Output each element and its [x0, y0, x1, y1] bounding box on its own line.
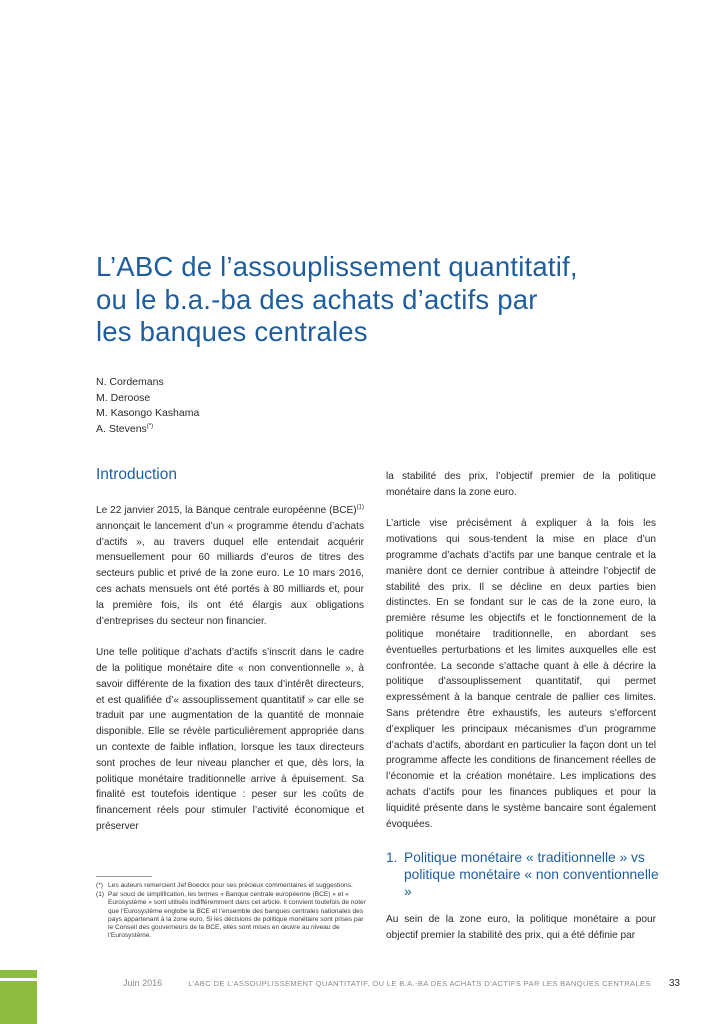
section-1-body — [386, 912, 656, 959]
green-accent-block — [0, 981, 37, 1024]
right-column — [386, 469, 656, 848]
running-head: L’ABC DE L’ASSOUPLISSEMENT QUANTITATIF, OU LE B.A.-BA DES ACHATS D’ACTIFS PAR LES BANQUES CENTRALES — [188, 978, 651, 988]
author: M. Kasongo Kashama — [96, 407, 200, 420]
footnote-text: Par souci de simplification, les termes « Banque centrale européenne (BCE) » et « Eurosystème » sont utilisés indifféremment dans cet article. Il convient toutefois de noter que l’Eurosystème englobe la BCE et l’ensemble des banques centrales nationales des pays appartenant à la zone euro. Si les décisions de politique monétaire sont prises par le Conseil des gouverneurs de la BCE, elles sont mises en œuvre au niveau de l’Eurosystème. — [108, 891, 366, 940]
page-number: 33 — [668, 977, 680, 989]
title-line-3: les banques centrales — [96, 316, 368, 347]
section-1-heading — [386, 849, 666, 900]
author: N. Cordemans — [96, 376, 164, 388]
footnote-1-marker[interactable]: (1) — [356, 504, 364, 511]
intro-p1-start: Le 22 janvier 2015, la Banque centrale européenne (BCE) — [96, 505, 357, 516]
intro-paragraph-1 — [96, 503, 364, 629]
author-with-note — [96, 422, 199, 438]
footnotes — [96, 882, 368, 941]
green-accent-strip — [0, 970, 37, 978]
issue-date: Juin 2016 — [123, 978, 163, 988]
section-number: 1. — [386, 850, 398, 865]
author-list — [96, 375, 199, 437]
intro-p1-end: annonçait le lancement d’un « programme étendu d’achats d’actifs », au travers duquel elle entendait acquérir mensuellement pour 60 milliards d’euros de titres des secteurs public et privé de la zone euro. Le 10 mars 2016, ces achats mensuels ont été portés à 80 milliards et, pour la première fois, ils ont été élargis aux obligations d’entreprises du secteur non financier. — [96, 520, 364, 627]
footnote-mark: (*) — [96, 882, 103, 889]
footnote-mark: (1) — [96, 891, 105, 899]
footnote-item — [96, 891, 368, 940]
article-title — [96, 251, 696, 349]
title-line-2: ou le b.a.-ba des achats d’actifs par — [96, 283, 538, 315]
author: M. Deroose — [96, 391, 151, 404]
author: A. Stevens — [96, 422, 147, 435]
intro-paragraph-2: Une telle politique d’achats d’actifs s’inscrit dans le cadre de la politique monétaire dite « non conventionnelle », à savoir différente de la fixation des taux d’intérêt directeurs, et est qualifiée d’« assouplissement quantitatif » car elle se traduit par une augmentation de la quantité de monnaie disponible. Elle se révèle particulièrement appropriée dans un contexte de faible inflation, lorsque les taux directeurs sont proches de leur niveau plancher et que, dès lors, la politique monétaire traditionnelle arrive à épuisement. Sa finalité est toutefois identique : peser sur les coûts de financement réels pour stimuler l’activité économique et préserver — [96, 647, 364, 832]
footnote-divider — [96, 876, 152, 877]
footnote-item — [96, 882, 368, 890]
author-note-marker[interactable]: (*) — [146, 423, 154, 430]
section-1-paragraph-1: Au sein de la zone euro, la politique monétaire a pour objectif premier la stabilité des prix, qui a été définie par — [386, 914, 656, 941]
section-title: Politique monétaire « traditionnelle » vs politique monétaire « non conventionnelle » — [404, 850, 659, 899]
title-line-1: L’ABC de l’assouplissement quantitatif, — [96, 251, 578, 282]
page-footer — [123, 976, 680, 990]
intro-paragraph-2-continued: la stabilité des prix, l’objectif premier de la politique monétaire dans la zone euro. — [386, 471, 656, 498]
footnote-text: Les auteurs remercient Jef Boeckx pour ses précieux commentaires et suggestions. — [108, 882, 353, 889]
intro-paragraph-3: L’article vise précisément à expliquer à la fois les motivations qui sous-tendent la mise en place d’un programme d’achats d’actifs par une banque centrale et la manière dont ce dernier contribue à atteindre l’objectif de stabilité des prix. Il se décline en deux parties bien distinctes. En se fondant sur le cas de la zone euro, la première résume les objectifs et le fonctionnement de la politique monétaire traditionnelle, en abordant ses éventuelles perturbations et les limites auxquelles elle est confrontée. La seconde s’attache quant à elle à décrire la politique d’assouplissement quantitatif, qui permet expressément à la banque centrale de pallier ces limites. Sans prétendre être exhaustifs, les auteurs s’efforcent d’expliquer les principaux mécanismes d’un programme d’achats d’actifs, abordant en particulier la façon dont un tel programme affecte les conditions de financement réelles de l’économie et la création monétaire. Les implications des achats d’actifs pour les finances publiques et pour la liquidité présente dans le système bancaire sont également évoquées. — [386, 518, 656, 830]
introduction-heading: Introduction — [96, 466, 177, 483]
left-column — [96, 465, 364, 851]
